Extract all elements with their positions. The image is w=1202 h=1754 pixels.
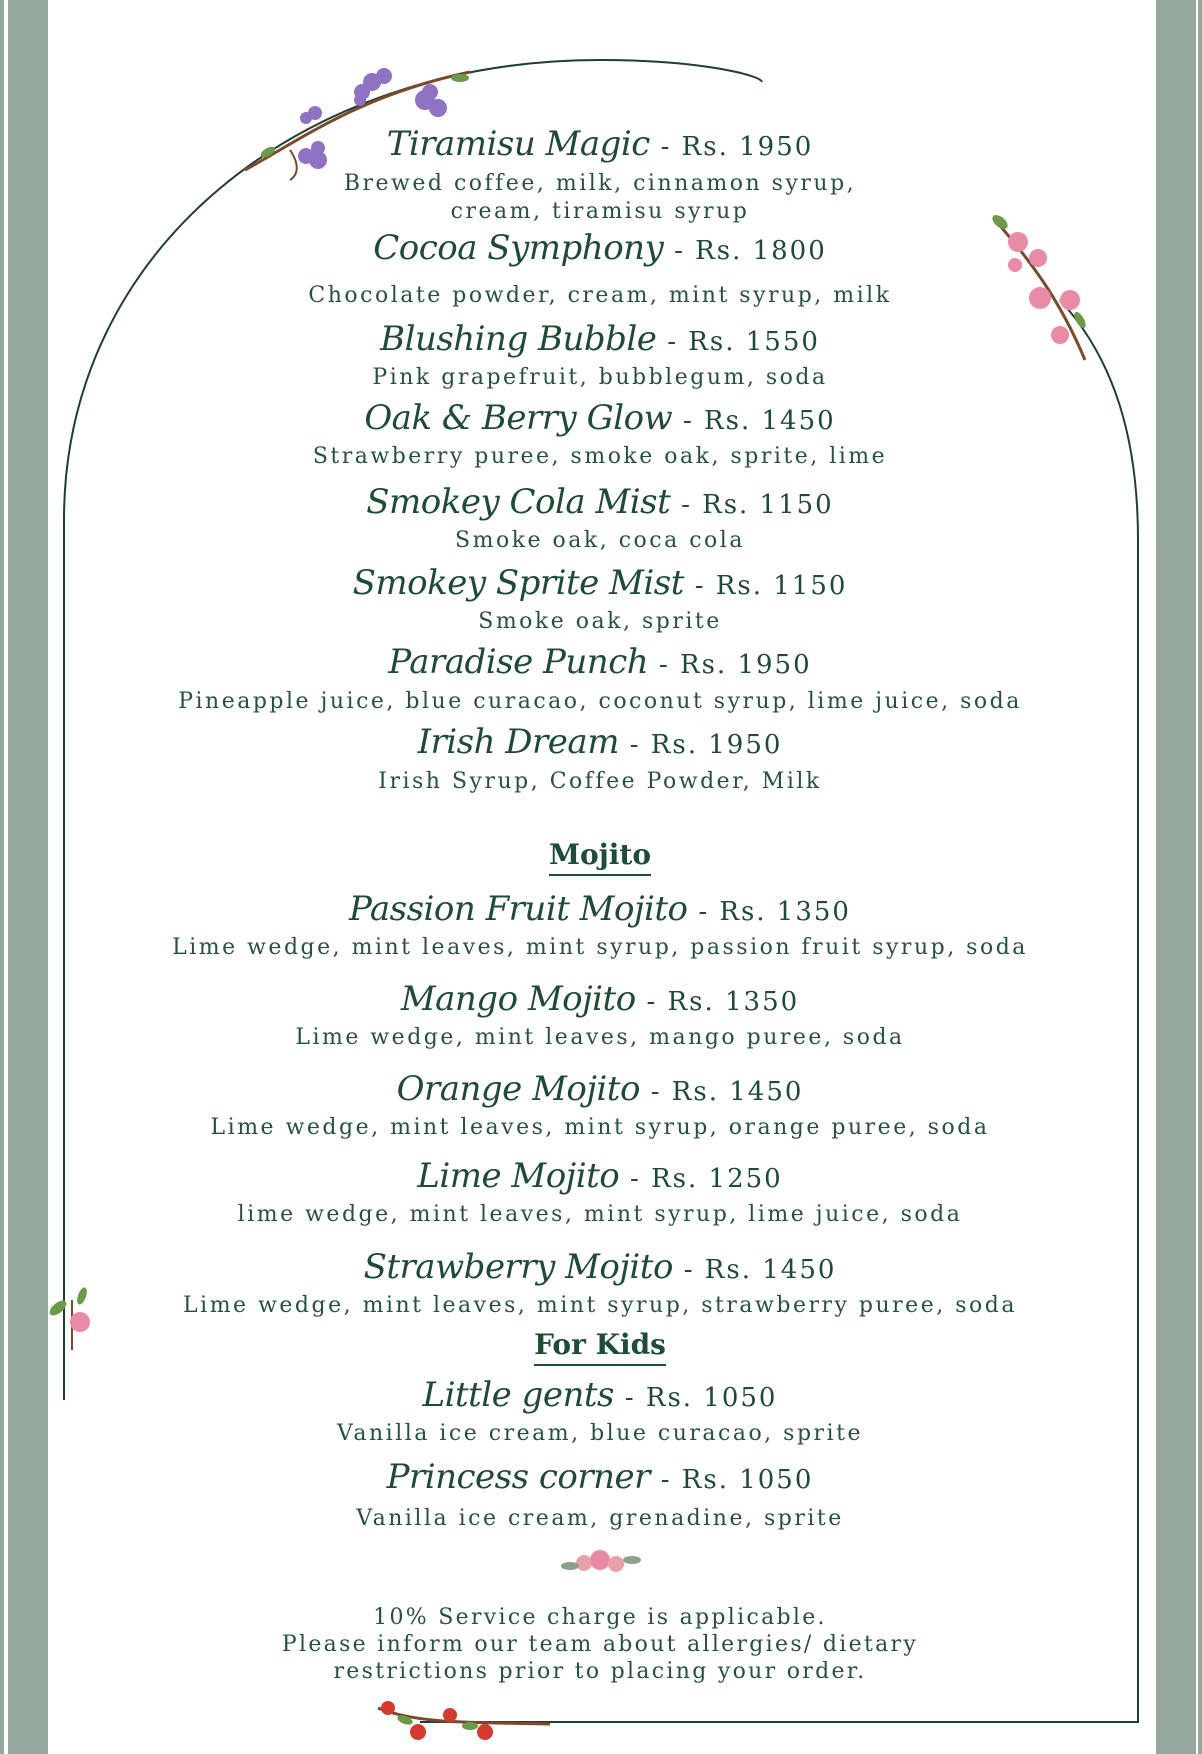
- menu-item-title: [150, 318, 1050, 363]
- small-pink-flower-icon: [47, 1286, 90, 1350]
- item-description: Lime wedge, mint leaves, mint syrup, orange puree, soda: [210, 1115, 990, 1140]
- item-price: - Rs. 1550: [667, 327, 820, 357]
- menu-item-title: [150, 123, 1050, 168]
- menu-item-title: [150, 1246, 1050, 1291]
- item-price: - Rs. 1150: [694, 571, 848, 601]
- item-description: Vanilla ice cream, grenadine, sprite: [356, 1506, 844, 1531]
- section-title-text: For Kids: [534, 1328, 666, 1366]
- item-price: - Rs. 1150: [681, 490, 834, 520]
- item-description: Pineapple juice, blue curacao, coconut syrup, lime juice, soda: [178, 689, 1022, 714]
- item-name: Blushing Bubble: [380, 319, 657, 359]
- item-name: Orange Mojito: [396, 1069, 640, 1109]
- item-description: Smoke oak, coca cola: [455, 528, 745, 553]
- item-price: - Rs. 1050: [624, 1383, 778, 1413]
- item-description: lime wedge, mint leaves, mint syrup, lime juice, soda: [237, 1202, 963, 1227]
- item-name: Smokey Sprite Mist: [352, 563, 684, 603]
- item-description: Chocolate powder, cream, mint syrup, milk: [308, 283, 892, 308]
- item-description: cream, tiramisu syrup: [450, 199, 750, 224]
- item-description: Strawberry puree, smoke oak, sprite, lime: [312, 444, 888, 469]
- item-price: - Rs. 1350: [698, 897, 851, 927]
- item-price: - Rs. 1450: [683, 1255, 837, 1285]
- item-description: Brewed coffee, milk, cinnamon syrup,: [343, 171, 857, 196]
- menu-item-title: [150, 721, 1050, 766]
- item-description: Smoke oak, sprite: [478, 609, 722, 634]
- item-price: - Rs. 1350: [646, 987, 800, 1017]
- item-name: Strawberry Mojito: [363, 1247, 673, 1287]
- allergy-note-continued: restrictions prior to placing your order.: [333, 1659, 867, 1684]
- item-price: - Rs. 1250: [630, 1164, 783, 1194]
- section-title-kids: [450, 1328, 750, 1366]
- section-title-text: Mojito: [549, 838, 651, 876]
- item-name: Oak & Berry Glow: [364, 398, 673, 438]
- menu-item-title: [150, 227, 1050, 272]
- red-flower-branch-icon: [378, 1701, 550, 1740]
- item-description: Lime wedge, mint leaves, mango puree, soda: [295, 1025, 905, 1050]
- item-description: Vanilla ice cream, blue curacao, sprite: [337, 1421, 863, 1446]
- service-charge-note: 10% Service charge is applicable.: [373, 1605, 827, 1630]
- menu-item-title: [150, 888, 1050, 933]
- item-description: Irish Syrup, Coffee Powder, Milk: [378, 769, 822, 794]
- item-name: Little gents: [422, 1375, 614, 1415]
- menu-item-title: [150, 1456, 1050, 1501]
- menu-item-title: [150, 1374, 1050, 1419]
- floral-divider-icon: [561, 1550, 641, 1572]
- item-description: Lime wedge, mint leaves, mint syrup, strawberry puree, soda: [183, 1293, 1017, 1318]
- menu-item-title: [150, 562, 1050, 607]
- item-price: - Rs. 1050: [660, 1465, 814, 1495]
- item-name: Smokey Cola Mist: [366, 482, 671, 522]
- item-name: Paradise Punch: [388, 642, 649, 682]
- item-price: - Rs. 1950: [658, 650, 812, 680]
- item-name: Tiramisu Magic: [386, 124, 650, 164]
- menu-item-title: [150, 978, 1050, 1023]
- item-name: Passion Fruit Mojito: [349, 889, 688, 929]
- item-price: - Rs. 1950: [660, 132, 814, 162]
- section-title-mojito: [450, 838, 750, 876]
- item-description: Lime wedge, mint leaves, mint syrup, passion fruit syrup, soda: [172, 935, 1028, 960]
- item-name: Cocoa Symphony: [373, 228, 664, 268]
- menu-item-title: [150, 397, 1050, 442]
- menu-item-title: [150, 481, 1050, 526]
- item-price: - Rs. 1950: [629, 730, 783, 760]
- menu-item-title: [150, 1155, 1050, 1200]
- item-name: Princess corner: [386, 1457, 650, 1497]
- item-price: - Rs. 1450: [683, 406, 836, 436]
- item-price: - Rs. 1450: [650, 1077, 804, 1107]
- item-name: Mango Mojito: [400, 979, 636, 1019]
- allergy-note: Please inform our team about allergies/ dietary: [281, 1632, 919, 1657]
- item-price: - Rs. 1800: [674, 236, 827, 266]
- menu-item-title: [150, 1068, 1050, 1113]
- item-description: Pink grapefruit, bubblegum, soda: [372, 365, 828, 390]
- item-name: Irish Dream: [417, 722, 619, 762]
- item-name: Lime Mojito: [417, 1156, 620, 1196]
- menu-item-title: [150, 641, 1050, 686]
